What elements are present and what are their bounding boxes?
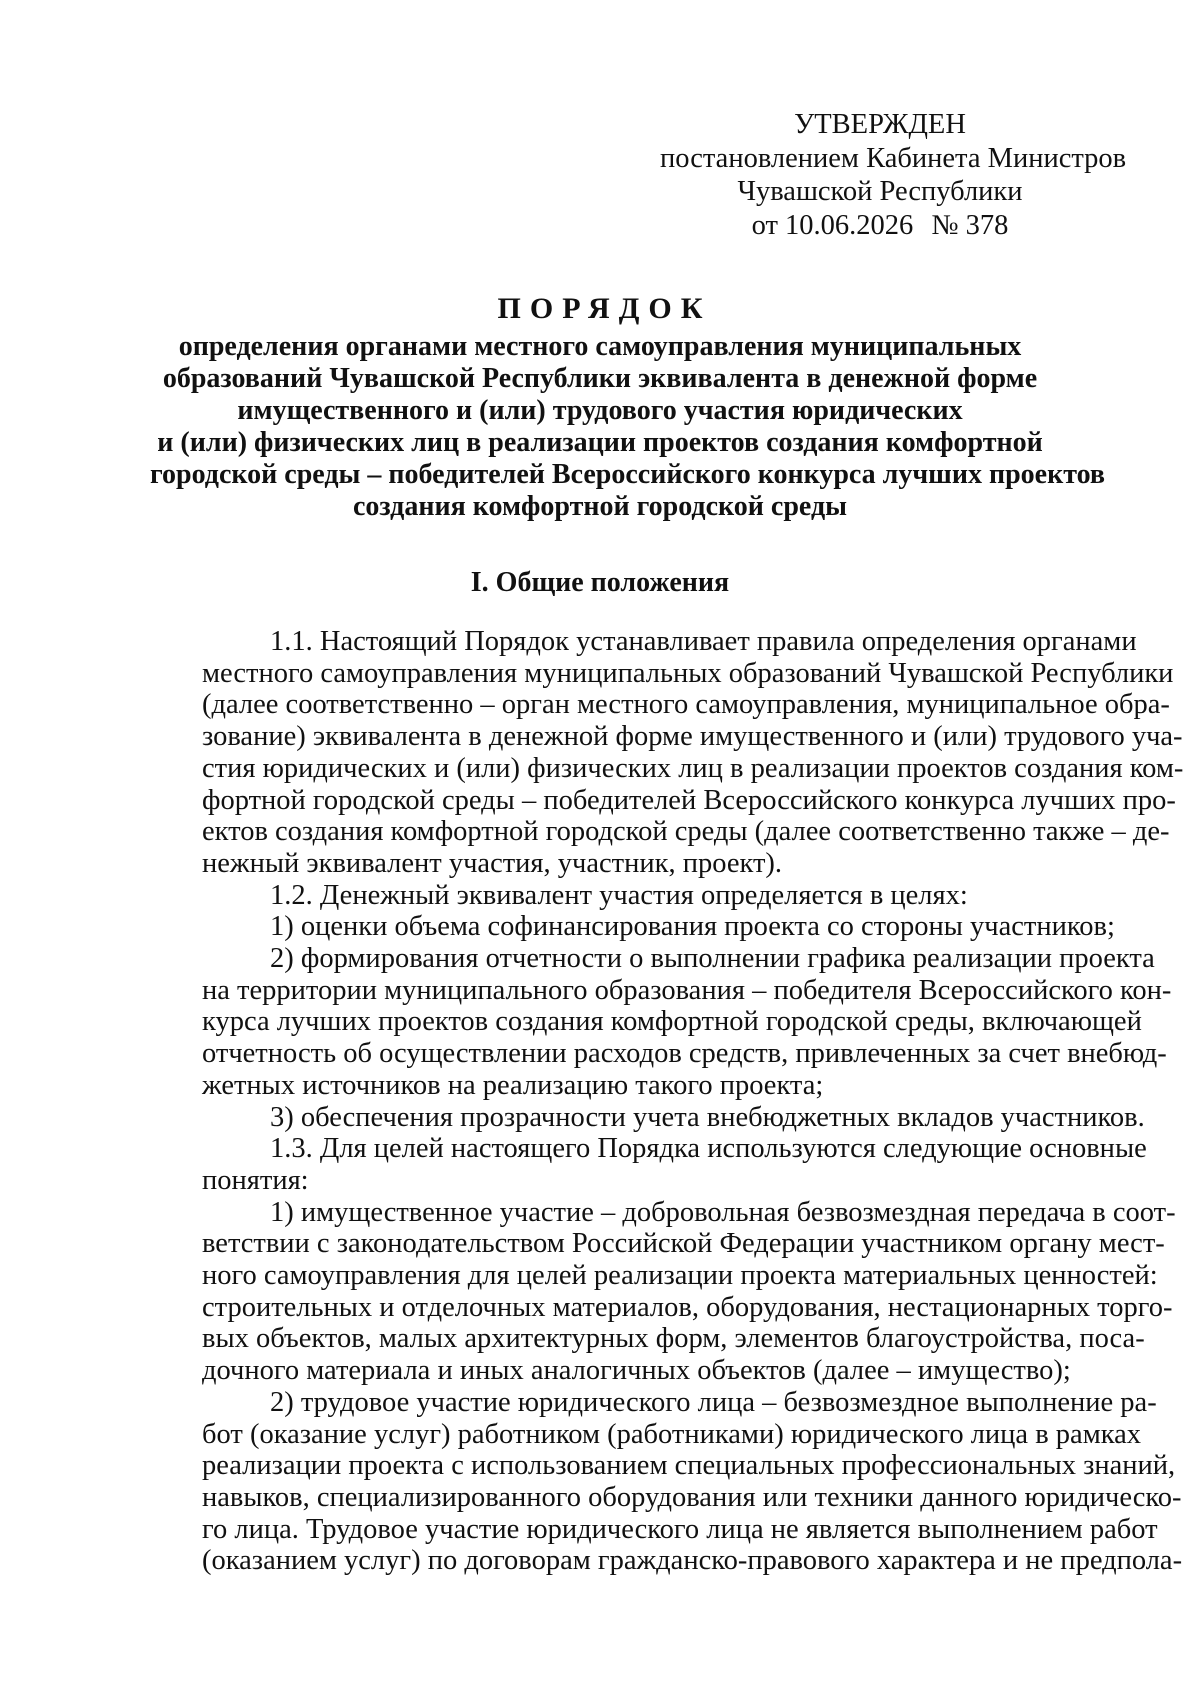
text-line: 1.2. Денежный эквивалент участия определяется в целях:	[270, 879, 968, 911]
text-line: реализации проекта с использованием специальных профессиональных знаний,	[202, 1450, 1176, 1482]
text-line: 1.3. Для целей настоящего Порядка используются следующие основные	[270, 1133, 1147, 1165]
text-line: жетных источников на реализацию такого проекта;	[202, 1069, 824, 1101]
text-line: бот (оказание услуг) работником (работниками) юридического лица в рамках	[202, 1418, 1142, 1450]
text-line: ветствии с законодательством Российской Федерации участником органу мест-	[202, 1228, 1165, 1260]
text-line: курса лучших проектов создания комфортной городской среды, включающей	[202, 1006, 1142, 1038]
text-line: 2) формирования отчетности о выполнении графика реализации проекта	[270, 943, 1155, 975]
text-line: 3) обеспечения прозрачности учета внебюджетных вкладов участников.	[270, 1101, 1145, 1133]
title-line: и (или) физических лиц в реализации проектов создания комфортной	[157, 427, 1043, 458]
approval-date: от 10.06.2026	[751, 209, 914, 241]
approval-stamp	[660, 108, 1127, 242]
text-line: строительных и отделочных материалов, оборудования, нестационарных торго-	[202, 1291, 1173, 1323]
approval-number: № 378	[931, 209, 1009, 241]
text-line: отчетность об осуществлении расходов средств, привлеченных за счет внебюд-	[202, 1038, 1167, 1070]
text-line: вых объектов, малых архитектурных форм, элементов благоустройства, поса-	[202, 1323, 1145, 1355]
section-heading: I. Общие положения	[470, 567, 730, 598]
text-line: понятия:	[202, 1164, 309, 1196]
text-line: фортной городской среды – победителей Всероссийского конкурса лучших про-	[202, 784, 1176, 816]
text-line: 1) имущественное участие – добровольная безвозмездная передача в соот-	[270, 1196, 1176, 1228]
title-word: ПОРЯДОК	[497, 292, 712, 325]
text-line: 2) трудовое участие юридического лица – безвозмездное выполнение ра-	[270, 1386, 1157, 1418]
title-line: определения органами местного самоуправления муниципальных	[178, 331, 1022, 362]
text-line: на территории муниципального образования – победителя Всероссийского кон-	[202, 974, 1172, 1006]
text-line: ектов создания комфортной городской среды (далее соответственно также – де-	[202, 816, 1170, 848]
text-line: го лица. Трудовое участие юридического лица не является выполнением работ	[202, 1513, 1158, 1545]
title-line: городской среды – победителей Всероссийского конкурса лучших проектов	[150, 459, 1106, 490]
text-line: 1) оценки объема софинансирования проекта со стороны участников;	[270, 911, 1115, 943]
document-title	[150, 292, 1106, 523]
title-line: имущественного и (или) трудового участия юридических	[237, 395, 963, 426]
text-line: (оказанием услуг) по договорам гражданско-правового характера и не предпола-	[202, 1545, 1183, 1577]
text-line: нежный эквивалент участия, участник, проект).	[202, 847, 783, 879]
approval-title: УТВЕРЖДЕН	[794, 109, 966, 140]
text-line: ного самоуправления для целей реализации проекта материальных ценностей:	[202, 1260, 1158, 1292]
text-line: навыков, специализированного оборудования или техники данного юридическо-	[202, 1481, 1182, 1513]
text-line: 1.1. Настоящий Порядок устанавливает правила определения органами	[270, 626, 1137, 657]
text-line: (далее соответственно – орган местного самоуправления, муниципальное обра-	[202, 689, 1170, 721]
approval-republic: Чувашской Республики	[737, 176, 1023, 207]
approval-authority: постановлением Кабинета Министров	[660, 142, 1127, 174]
approval-date-number	[660, 209, 1100, 243]
text-line: дочного материала и иных аналогичных объектов (далее – имущество);	[202, 1355, 1071, 1387]
text-line: зование) эквивалента в денежной форме имущественного и (или) трудового уча-	[202, 721, 1183, 753]
text-line: местного самоуправления муниципальных образований Чувашской Республики	[202, 657, 1174, 689]
title-line: создания комфортной городской среды	[352, 491, 847, 522]
document-body	[202, 626, 1184, 1577]
text-line: стия юридических и (или) физических лиц в реализации проектов создания ком-	[202, 752, 1184, 784]
title-line: образований Чувашской Республики эквивалента в денежной форме	[162, 363, 1038, 394]
